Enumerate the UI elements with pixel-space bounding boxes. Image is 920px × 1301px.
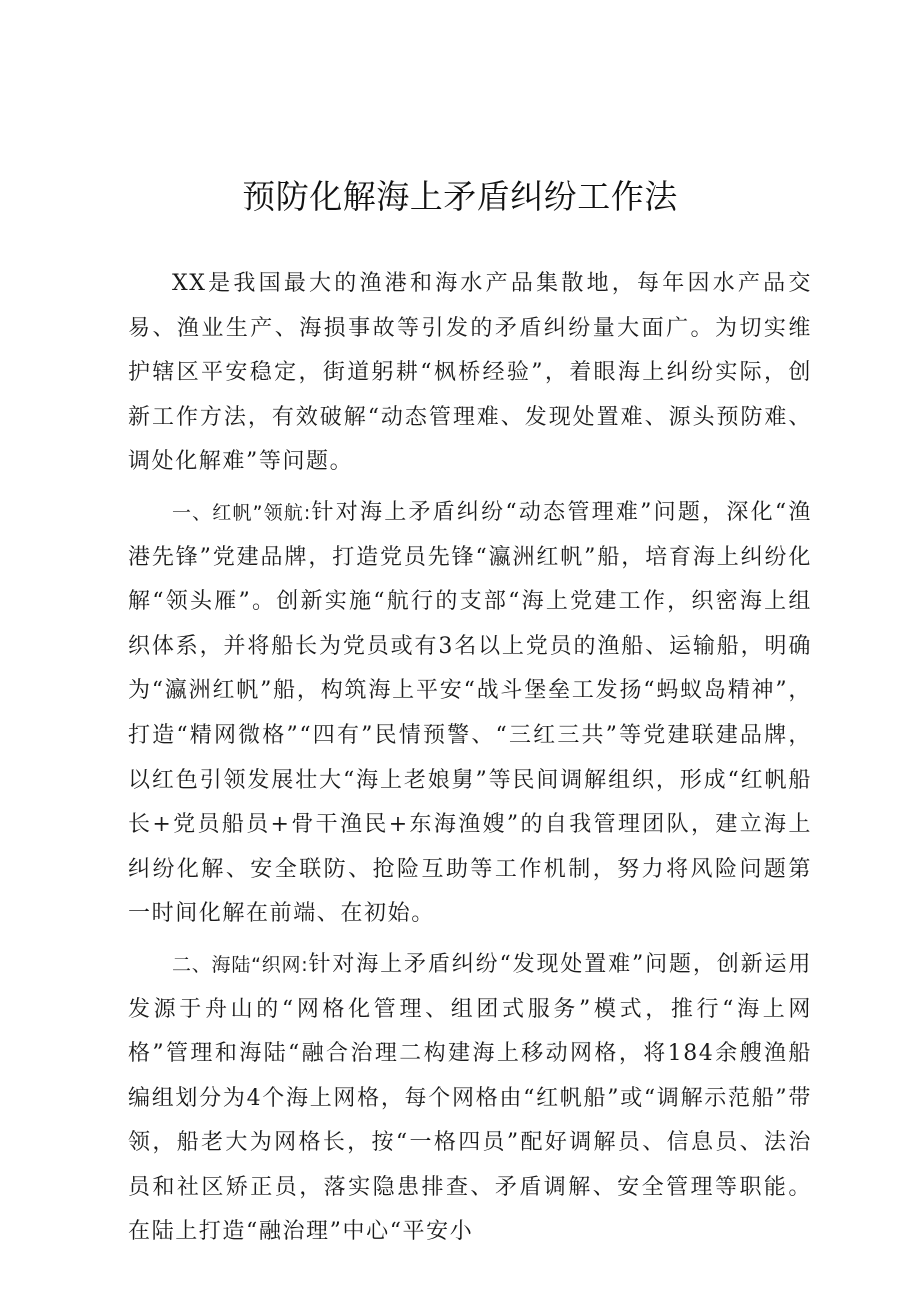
section-paragraph-2 [128,943,812,1255]
section-heading-1: 一、红帆”领航: [172,501,311,524]
section-heading-2: 二、海陆“织网: [172,953,309,976]
intro-paragraph: XX是我国最大的渔港和海水产品集散地，每年因水产品交易、渔业生产、海损事故等引发的矛盾纠纷量大面广。为切实维护辖区平安稳定，街道躬耕“枫桥经验”，着眼海上纠纷实际，创新工作方法，有效破解“动态管理难、发现处置难、源头预防难、调处化解难”等问题。 [128,271,812,475]
section-text-1: 针对海上矛盾纠纷“动态管理难”问题，深化“渔港先锋”党建品牌，打造党员先锋“瀛洲红帆”船，培育海上纠纷化解“领头雁”。创新实施“航行的支部“海上党建工作，织密海上组织体系，并将船长为党员或有3名以上党员的渔船、运输船，明确为“瀛洲红帆”船，构筑海上平安“战斗堡垒工发扬“蚂蚁岛精神”，打造“精网微格”“四有”民情预警、“三红三共”等党建联建品牌，以红色引领发展壮大“海上老娘舅”等民间调解组织，形成“红帆船长+党员船员+骨干渔民+东海渔嫂”的自我管理团队，建立海上纠纷化解、安全联防、抢险互助等工作机制，努力将风险问题第一时间化解在前端、在初始。 [128,499,812,927]
document-title: 预防化解海上矛盾纠纷工作法 [242,177,678,216]
document-body [128,262,812,1255]
section-text-2: 针对海上矛盾纠纷“发现处置难”问题，创新运用发源于舟山的“网格化管理、组团式服务”模式，推行“海上网格”管理和海陆“融合治理二构建海上移动网格，将184余艘渔船编组划分为4个海上网格，每个网格由“红帆船”或“调解示范船”带领，船老大为网格长，按“一格四员”配好调解员、信息员、法治员和社区矫正员，落实隐患排查、矛盾调解、安全管理等职能。在陆上打造“融治理”中心“平安小 [128,951,812,1245]
section-paragraph-1 [128,491,812,937]
